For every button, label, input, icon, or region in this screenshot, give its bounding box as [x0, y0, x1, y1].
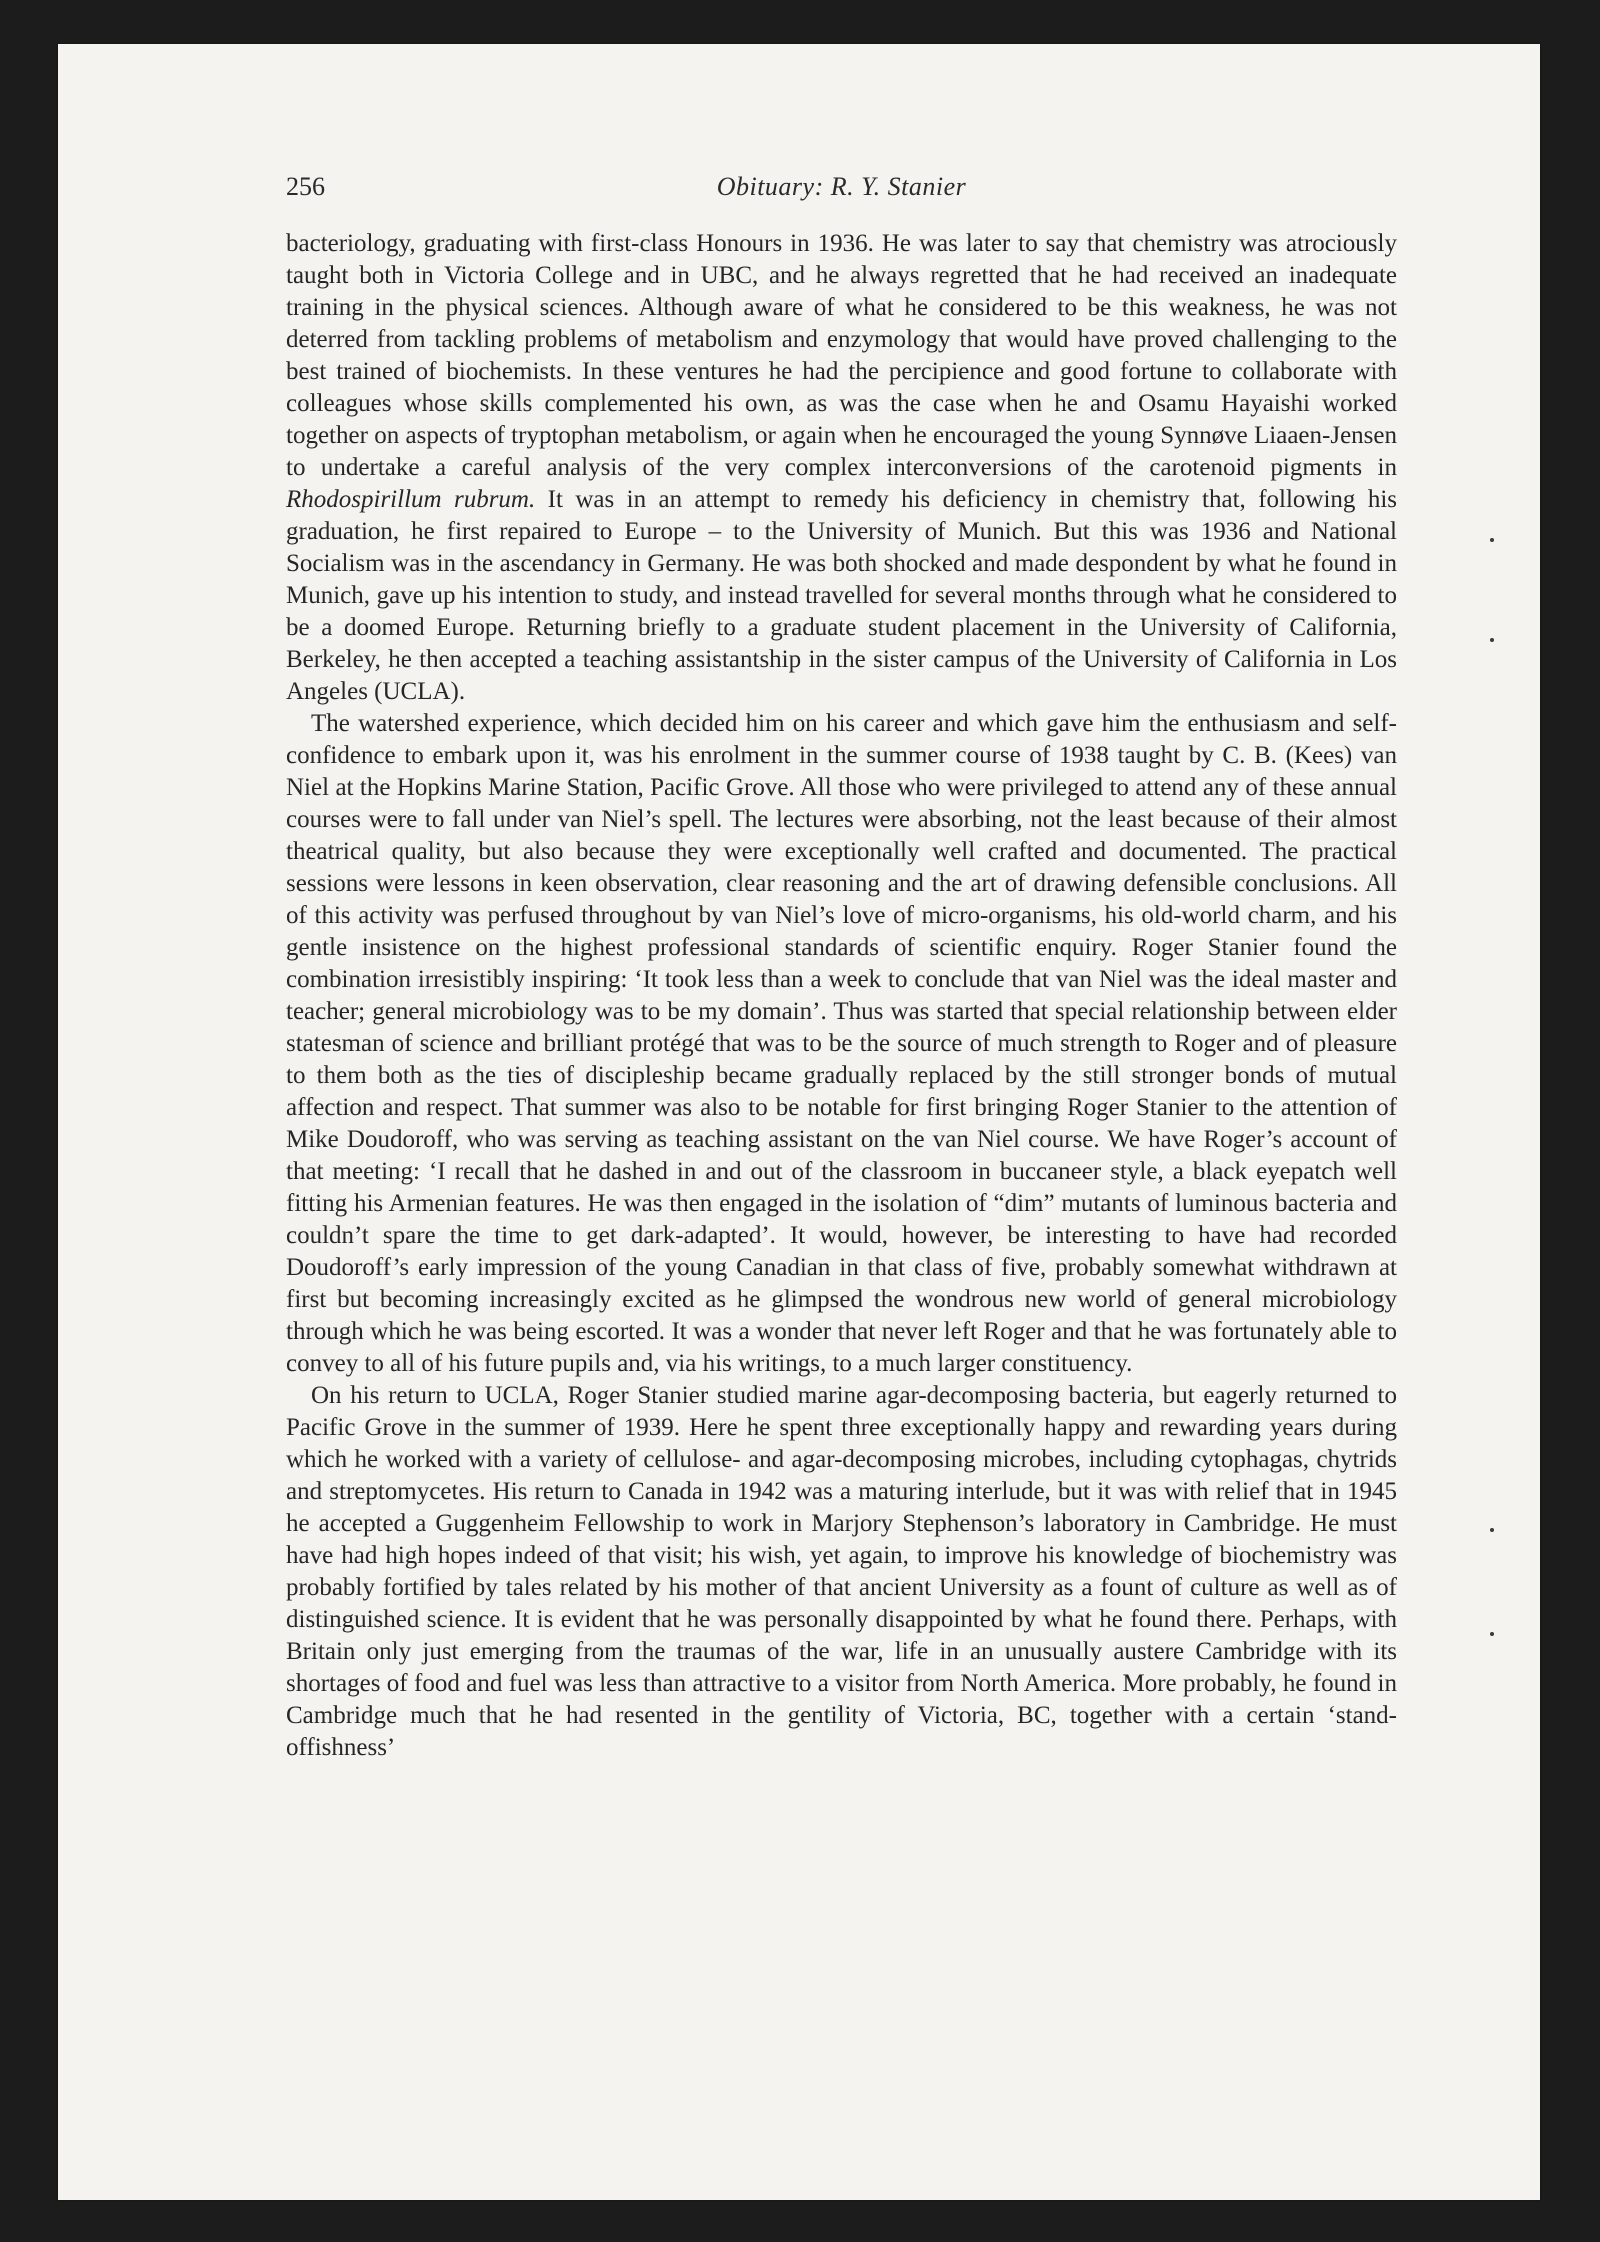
species-name-italic: Rhodospirillum rubrum. [286, 486, 536, 513]
page-number: 256 [286, 172, 325, 201]
paragraph-1-text-b: It was in an attempt to remedy his deficiency in chemistry that, following his graduation, he first repaired to Europe – to the University of Munich. But this was 1936 and National Socialism was in the ascendancy in Germany. He was both shocked and made despondent by what he found in Munich, gave up his intention to study, and instead travelled for several months through what he considered to be a doomed Europe. Returning briefly to a graduate student placement in the University of California, Berkeley, he then accepted a teaching assistantship in the sister campus of the University of California in Los Angeles (UCLA). [286, 486, 1397, 705]
article-body [286, 228, 1397, 1764]
paragraph-2: The watershed experience, which decided him on his career and which gave him the enthusiasm and self-confidence to embark upon it, was his enrolment in the summer course of 1938 taught by C. B. (Kees) van Niel at the Hopkins Marine Station, Pacific Grove. All those who were privileged to attend any of these annual courses were to fall under van Niel’s spell. The lectures were absorbing, not the least because of their almost theatrical quality, but also because they were exceptionally well crafted and documented. The practical sessions were lessons in keen observation, clear reasoning and the art of drawing defensible conclusions. All of this activity was perfused throughout by van Niel’s love of micro-organisms, his old-world charm, and his gentle insistence on the highest professional standards of scientific enquiry. Roger Stanier found the combination irresistibly inspiring: ‘It took less than a week to conclude that van Niel was the ideal master and teacher; general microbiology was to be my domain’. Thus was started that special relationship between elder statesman of science and brilliant protégé that was to be the source of much strength to Roger and of pleasure to them both as the ties of discipleship became gradually replaced by the still stronger bonds of mutual affection and respect. That summer was also to be notable for first bringing Roger Stanier to the attention of Mike Doudoroff, who was serving as teaching assistant on the van Niel course. We have Roger’s account of that meeting: ‘I recall that he dashed in and out of the classroom in buccaneer style, a black eyepatch well fitting his Armenian features. He was then engaged in the isolation of “dim” mutants of luminous bacteria and couldn’t spare the time to get dark-adapted’. It would, however, be interesting to have had recorded Doudoroff’s early impression of the young Canadian in that class of five, probably somewhat withdrawn at first but becoming increasingly excited as he glimpsed the wondrous new world of general microbiology through which he was being escorted. It was a wonder that never left Roger and that he was fortunately able to convey to all of his future pupils and, via his writings, to a much larger constituency. [286, 710, 1397, 1377]
margin-dot-mark [1490, 638, 1494, 642]
running-head [286, 172, 1397, 212]
running-title: Obituary: R. Y. Stanier [716, 172, 967, 201]
margin-dot-mark [1490, 1528, 1494, 1532]
paragraph-1 [286, 228, 1397, 708]
paragraph-1-text-a: bacteriology, graduating with first-class Honours in 1936. He was later to say that chemistry was atrociously taught both in Victoria College and in UBC, and he always regretted that he had received an inadequate training in the physical sciences. Although aware of what he considered to be this weakness, he was not deterred from tackling problems of metabolism and enzymology that would have proved challenging to the best trained of biochemists. In these ventures he had the percipience and good fortune to collaborate with colleagues whose skills complemented his own, as was the case when he and Osamu Hayaishi worked together on aspects of tryptophan metabolism, or again when he encouraged the young Synnøve Liaaen-Jensen to undertake a careful analysis of the very complex interconversions of the carotenoid pigments in [286, 230, 1397, 481]
margin-dot-mark [1490, 538, 1494, 542]
margin-dot-mark [1490, 1632, 1494, 1636]
paragraph-3: On his return to UCLA, Roger Stanier studied marine agar-decomposing bacteria, but eagerly returned to Pacific Grove in the summer of 1939. Here he spent three exceptionally happy and rewarding years during which he worked with a variety of cellulose- and agar-decomposing microbes, including cytophagas, chytrids and streptomycetes. His return to Canada in 1942 was a maturing interlude, but it was with relief that in 1945 he accepted a Guggenheim Fellowship to work in Marjory Stephenson’s laboratory in Cambridge. He must have had high hopes indeed of that visit; his wish, yet again, to improve his knowledge of biochemistry was probably fortified by tales related by his mother of that ancient University as a fount of culture as well as of distinguished science. It is evident that he was personally disappointed by what he found there. Perhaps, with Britain only just emerging from the traumas of the war, life in an unusually austere Cambridge with its shortages of food and fuel was less than attractive to a visitor from North America. More probably, he found in Cambridge much that he had resented in the gentility of Victoria, BC, together with a certain ‘stand-offishness’ [286, 1382, 1397, 1761]
